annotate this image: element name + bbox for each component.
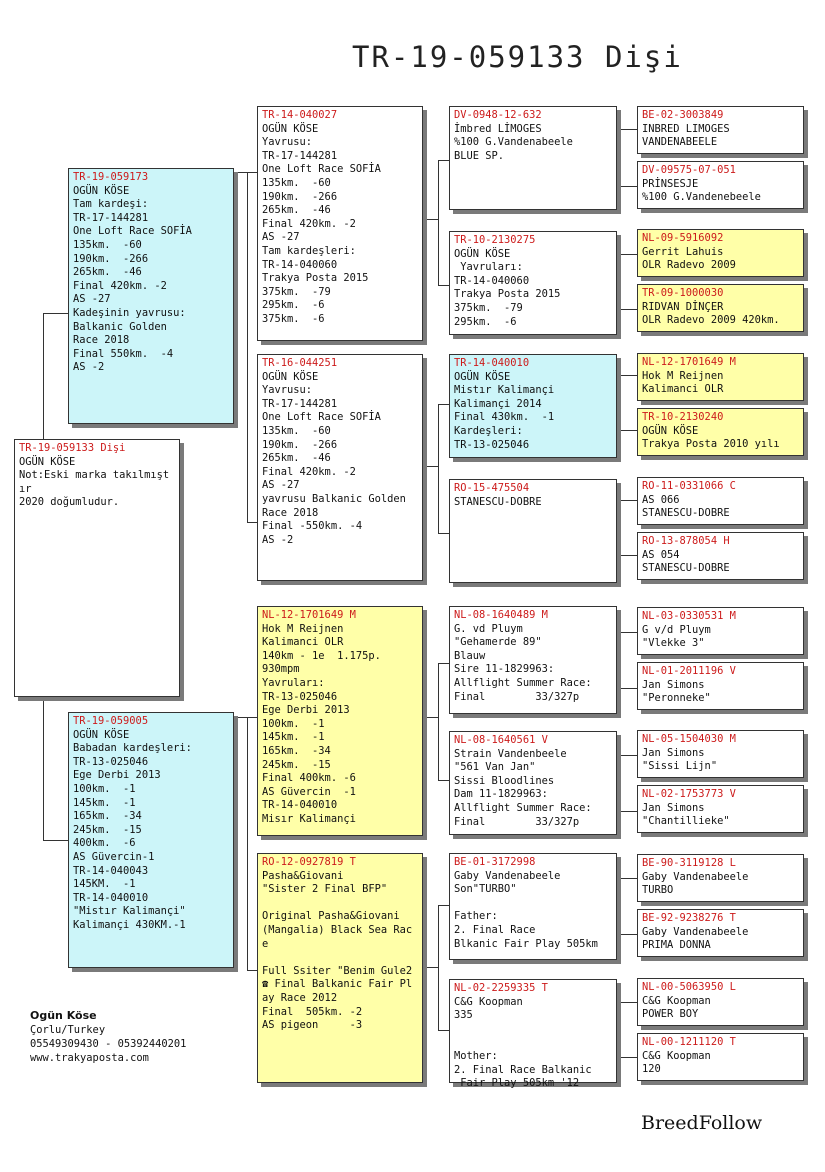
pedigree-card-main[interactable] bbox=[14, 439, 180, 697]
card-details: İmbred LİMOGES %100 G.Vandenabeele BLUE SP. bbox=[454, 122, 573, 162]
card-details: PRİNSESJE %100 G.Vandenebeele bbox=[642, 177, 761, 204]
card-details: Jan Simons "Peronneke" bbox=[642, 678, 711, 705]
connector-sd-v bbox=[438, 404, 439, 533]
card-details: INBRED LIMOGES VANDENABEELE bbox=[642, 122, 730, 149]
ring-number: BE-92-9238276 T bbox=[642, 912, 736, 924]
connector-g7 bbox=[616, 500, 638, 501]
ring-number: NL-02-2259335 T bbox=[454, 982, 548, 994]
card-details: OGÜN KÖSE Trakya Posta 2010 yılı bbox=[642, 424, 780, 451]
pedigree-card-sire[interactable] bbox=[68, 168, 234, 424]
connector-main-dam bbox=[43, 696, 44, 840]
card-details: Hok M Reijnen Kalimanci OLR 140km - 1e 1.175p. 930mpm Yavruları: TR-13-025046 Ege Derbi 2013 100km. -1 145km. -1 165km. -34 245km. -15 Final 400km. -6 AS Güvercin -1 TR-14-040010 Misır Kalimançi bbox=[262, 622, 381, 825]
ring-number: NL-01-2011196 V bbox=[642, 665, 736, 677]
connector-sd-out bbox=[422, 466, 438, 467]
ring-number: RO-11-0331066 C bbox=[642, 480, 736, 492]
connector-ss-v bbox=[438, 160, 439, 285]
pedigree-card-g15[interactable] bbox=[637, 978, 804, 1026]
ring-number: TR-16-044251 bbox=[262, 357, 338, 369]
ring-number: RO-15-475504 bbox=[454, 482, 530, 494]
owner-name: Ogün Köse bbox=[30, 1009, 97, 1022]
owner-contact bbox=[30, 1009, 186, 1065]
pedigree-card-sire-sire[interactable] bbox=[257, 106, 423, 341]
ring-number: TR-19-059173 bbox=[73, 171, 149, 183]
card-details: G v/d Pluym "Vlekke 3" bbox=[642, 623, 711, 650]
connector-g10 bbox=[616, 688, 638, 689]
connector-g9 bbox=[616, 632, 638, 633]
connector-g12 bbox=[616, 811, 638, 812]
connector-g5 bbox=[616, 375, 638, 376]
pedigree-card-g10[interactable] bbox=[637, 662, 804, 710]
pedigree-card-g16[interactable] bbox=[637, 1033, 804, 1081]
pedigree-card-dam-sire[interactable] bbox=[257, 606, 423, 836]
ring-number: NL-05-1504030 M bbox=[642, 733, 736, 745]
connector-g15 bbox=[616, 1002, 638, 1003]
brand-logo: BreedFollow bbox=[641, 1112, 763, 1134]
card-details: Hok M Reijnen Kalimanci OLR bbox=[642, 369, 724, 396]
connector-g3 bbox=[616, 254, 638, 255]
connector-main-sire-h bbox=[43, 313, 69, 314]
connector-ss-out bbox=[422, 219, 438, 220]
pedigree-card-g1[interactable] bbox=[637, 106, 804, 154]
ring-number: RO-12-0927819 T bbox=[262, 856, 356, 868]
card-details: Pasha&Giovani "Sister 2 Final BFP" Original Pasha&Giovani (Mangalia) Black Sea Race Full Ssiter "Benim Gule2☎ Final Balkanic Fair Play Race 2012 Final 505km. -2 AS pigeon -3 bbox=[262, 869, 413, 1032]
connector-ds-out bbox=[422, 717, 438, 718]
pedigree-card-g7[interactable] bbox=[637, 477, 804, 525]
pedigree-card-dsd[interactable] bbox=[449, 731, 617, 835]
page-title: TR-19-059133 Dişi bbox=[352, 40, 683, 74]
card-details: OGÜN KÖSE Yavrusu: TR-17-144281 One Loft Race SOFİA 135km. -60 190km. -266 265km. -46 Final 420km. -2 AS -27 Tam kardeşleri: TR-14-040060 Trakya Posta 2015 375km. -79 295km. -6 375km. -6 bbox=[262, 122, 381, 325]
card-details: OGÜN KÖSE Not:Eski marka takılmıştır 2020 doğumludur. bbox=[19, 455, 170, 509]
pedigree-card-g9[interactable] bbox=[637, 607, 804, 655]
owner-city: Çorlu/Turkey bbox=[30, 1024, 106, 1036]
card-details: Strain Vandenbeele "561 Van Jan" Sissi Bloodlines Dam 11-1829963: Allflight Summer Race: Final 33/327p bbox=[454, 747, 592, 828]
pedigree-card-g8[interactable] bbox=[637, 532, 804, 580]
connector-s bbox=[233, 172, 247, 173]
ring-number: TR-19-059133 Dişi bbox=[19, 442, 126, 454]
connector-g6 bbox=[616, 430, 638, 431]
pedigree-card-dss[interactable] bbox=[449, 606, 617, 714]
ring-number: NL-03-0330531 M bbox=[642, 610, 736, 622]
card-details: G. vd Pluym "Gehamerde 89" Blauw Sire 11-1829963: Allflight Summer Race: Final 33/327p bbox=[454, 622, 592, 703]
connector-g2 bbox=[616, 186, 638, 187]
pedigree-card-ssd[interactable] bbox=[449, 231, 617, 335]
ring-number: TR-10-2130240 bbox=[642, 411, 724, 423]
card-details: Gaby Vandenabeele TURBO bbox=[642, 870, 749, 897]
card-details: Jan Simons "Sissi Lijn" bbox=[642, 746, 718, 773]
connector-d bbox=[233, 717, 247, 718]
ring-number: NL-08-1640489 M bbox=[454, 609, 548, 621]
ring-number: NL-08-1640561 V bbox=[454, 734, 548, 746]
card-details: AS 066 STANESCU-DOBRE bbox=[642, 493, 730, 520]
card-details: OGÜN KÖSE Mistır Kalimançi Kalimançi 2014 Final 430km. -1 Kardeşleri: TR-13-025046 bbox=[454, 370, 555, 451]
pedigree-card-g5[interactable] bbox=[637, 353, 804, 401]
card-details: C&G Koopman 120 bbox=[642, 1049, 711, 1076]
connector-g4 bbox=[616, 309, 638, 310]
ring-number: NL-00-1211120 T bbox=[642, 1036, 736, 1048]
card-details: RIDVAN DİNÇER OLR Radevo 2009 420km. bbox=[642, 300, 780, 327]
pedigree-card-dds[interactable] bbox=[449, 853, 617, 960]
connector-g11 bbox=[616, 755, 638, 756]
pedigree-card-g2[interactable] bbox=[637, 161, 804, 209]
ring-number: BE-01-3172998 bbox=[454, 856, 536, 868]
pedigree-card-g6[interactable] bbox=[637, 408, 804, 456]
pedigree-card-ddd[interactable] bbox=[449, 979, 617, 1090]
pedigree-card-sss[interactable] bbox=[449, 106, 617, 210]
connector-g1 bbox=[616, 129, 638, 130]
connector-main-sire bbox=[43, 313, 44, 441]
connector-dd-out bbox=[422, 967, 438, 968]
card-details: OGÜN KÖSE Babadan kardeşleri: TR-13-025046 Ege Derbi 2013 100km. -1 145km. -1 165km. -34 245km. -15 400km. -6 AS Güvercin-1 TR-14-040043 145KM. -1 TR-14-040010 "Mistır Kalimançi" Kalimançi 430KM.-1 bbox=[73, 728, 192, 931]
pedigree-card-sds[interactable] bbox=[449, 354, 617, 458]
card-details: AS 054 STANESCU-DOBRE bbox=[642, 548, 730, 575]
pedigree-card-dam-dam[interactable] bbox=[257, 853, 423, 1083]
connector-g14 bbox=[616, 934, 638, 935]
card-details: OGÜN KÖSE Yavrusu: TR-17-144281 One Loft Race SOFİA 135km. -60 190km. -266 265km. -46 Final 420km. -2 AS -27 yavrusu Balkanic Golden Race 2018 Final -550km. -4 AS -2 bbox=[262, 370, 406, 546]
ring-number: TR-14-040027 bbox=[262, 109, 338, 121]
connector-ds-v bbox=[438, 663, 439, 780]
card-details: Jan Simons "Chantillieke" bbox=[642, 801, 730, 828]
pedigree-card-sdd[interactable] bbox=[449, 479, 617, 583]
pedigree-card-g4[interactable] bbox=[637, 284, 804, 332]
card-details: STANESCU-DOBRE bbox=[454, 495, 542, 508]
ring-number: NL-00-5063950 L bbox=[642, 981, 736, 993]
card-details: Gerrit Lahuis OLR Radevo 2009 bbox=[642, 245, 736, 272]
connector-main-dam-h bbox=[43, 840, 69, 841]
ring-number: BE-02-3003849 bbox=[642, 109, 724, 121]
ring-number: TR-14-040010 bbox=[454, 357, 530, 369]
pedigree-card-dam[interactable] bbox=[68, 712, 234, 968]
card-details: OGÜN KÖSE Yavruları: TR-14-040060 Trakya Posta 2015 375km. -79 295km. -6 bbox=[454, 247, 561, 328]
ring-number: TR-10-2130275 bbox=[454, 234, 536, 246]
ring-number: TR-19-059005 bbox=[73, 715, 149, 727]
ring-number: DV-0948-12-632 bbox=[454, 109, 542, 121]
pedigree-card-g11[interactable] bbox=[637, 730, 804, 778]
pedigree-card-g13[interactable] bbox=[637, 854, 804, 902]
ring-number: BE-90-3119128 L bbox=[642, 857, 736, 869]
card-details: OGÜN KÖSE Tam kardeşi: TR-17-144281 One Loft Race SOFİA 135km. -60 190km. -266 265km. -46 Final 420km. -2 AS -27 Kadeşinin yavrusu: Balkanic Golden Race 2018 Final 550km. -4 AS -2 bbox=[73, 184, 192, 374]
card-details: Gaby Vandenabeele PRIMA DONNA bbox=[642, 925, 749, 952]
pedigree-card-g14[interactable] bbox=[637, 909, 804, 957]
connector-g8 bbox=[616, 555, 638, 556]
card-details: Gaby Vandenabeele Son"TURBO" Father: 2. Final Race Blkanic Fair Play 505km bbox=[454, 869, 598, 950]
pedigree-card-g12[interactable] bbox=[637, 785, 804, 833]
card-details: C&G Koopman 335 Mother: 2. Final Race Balkanic Fair Play 505km '12 bbox=[454, 995, 592, 1090]
ring-number: NL-12-1701649 M bbox=[262, 609, 356, 621]
ring-number: NL-02-1753773 V bbox=[642, 788, 736, 800]
connector-dd-v bbox=[438, 905, 439, 1030]
connector-s-v bbox=[247, 172, 248, 522]
owner-website: www.trakyaposta.com bbox=[30, 1052, 149, 1064]
ring-number: RO-13-878054 H bbox=[642, 535, 730, 547]
card-details: C&G Koopman POWER BOY bbox=[642, 994, 711, 1021]
ring-number: NL-09-5916092 bbox=[642, 232, 724, 244]
ring-number: DV-09575-07-051 bbox=[642, 164, 736, 176]
connector-d-v bbox=[247, 717, 248, 970]
connector-g16 bbox=[616, 1057, 638, 1058]
pedigree-card-sire-dam[interactable] bbox=[257, 354, 423, 581]
pedigree-card-g3[interactable] bbox=[637, 229, 804, 277]
ring-number: TR-09-1000030 bbox=[642, 287, 724, 299]
owner-phone: 05549309430 - 05392440201 bbox=[30, 1038, 187, 1050]
connector-g13 bbox=[616, 878, 638, 879]
ring-number: NL-12-1701649 M bbox=[642, 356, 736, 368]
